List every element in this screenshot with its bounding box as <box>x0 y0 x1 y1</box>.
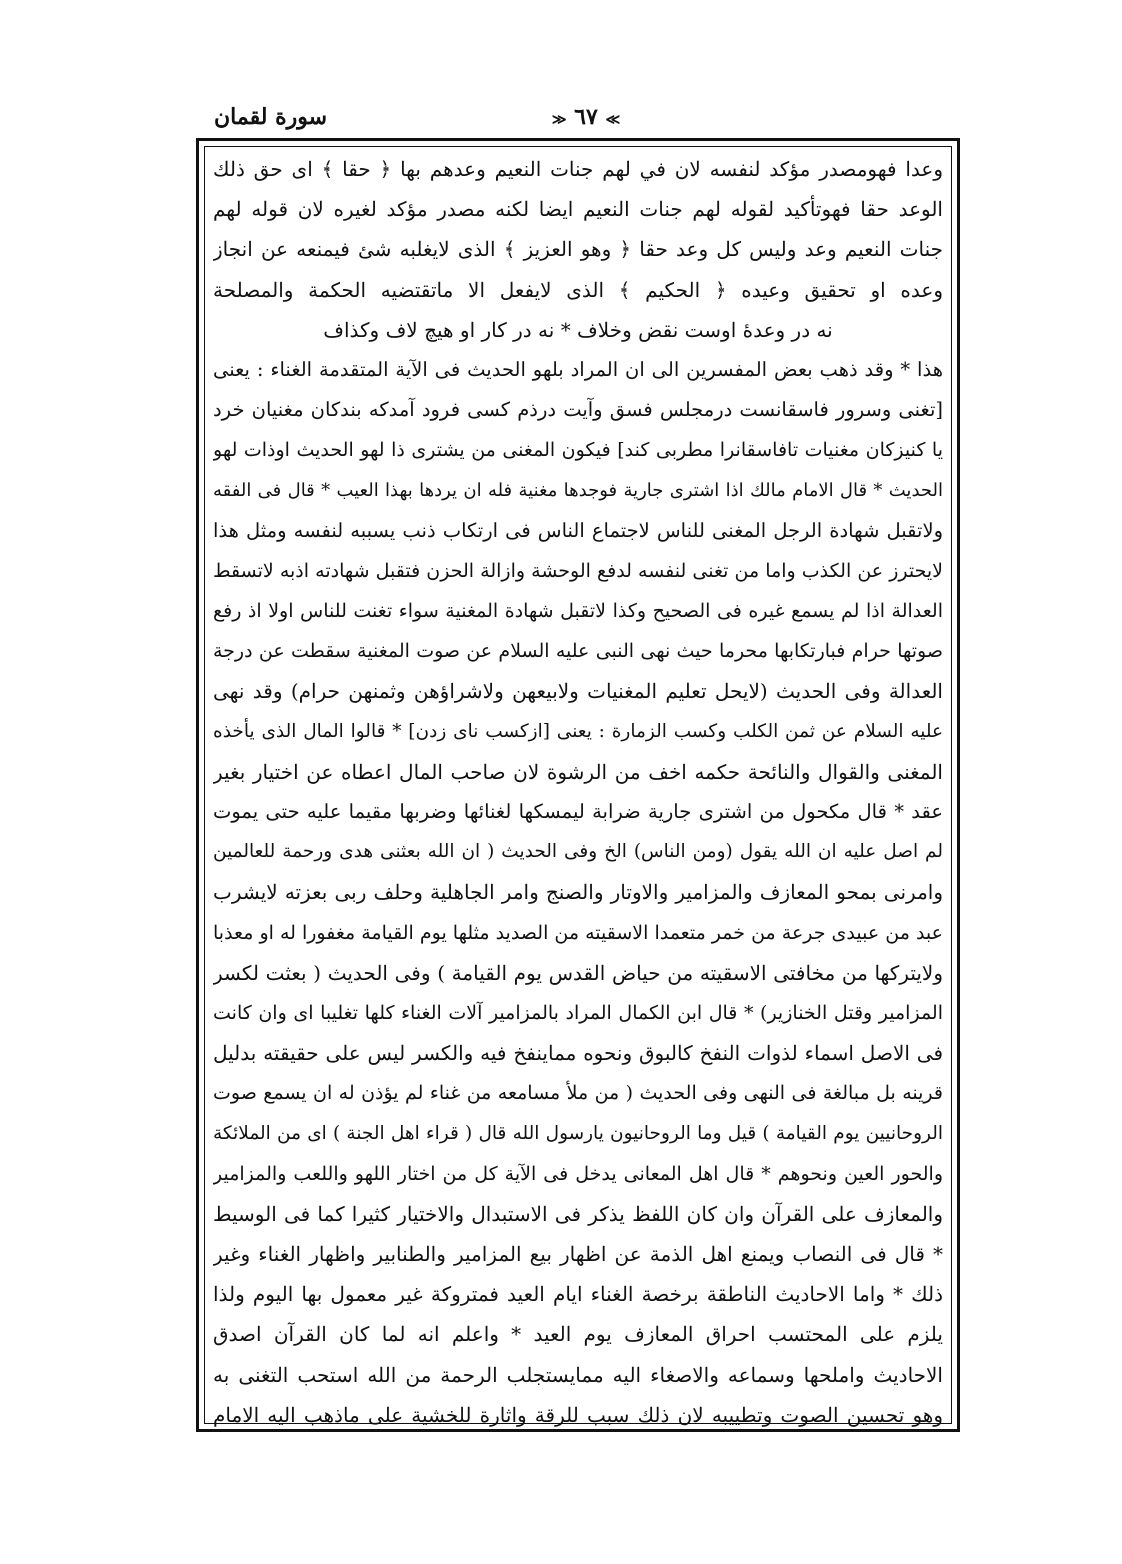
text-line: ولايتركها من مخافتى الاسقيته من حياض القدس يوم القيامة ) وفى الحديث ( بعثت لكسر <box>213 960 943 985</box>
text-line: المغنى والقوال والنائحة حكمه اخف من الرشوة لان صاحب المال اعطاه عن اختيار بغير <box>213 759 943 784</box>
page-number: ٦٧ <box>574 104 598 130</box>
text-line: هذا * وقد ذهب بعض المفسرين الى ان المراد بلهو الحديث فى الآية المتقدمة الغناء : يعنى <box>213 357 943 381</box>
text-line: يا كنيزكان مغنيات تافاسقانرا مطربى كند] فيكون المغنى من يشترى ذا لهو الحديث اوذات لهو <box>213 439 943 462</box>
text-line: وعدا فهومصدر مؤكد لنفسه لان في لهم جنات النعيم وعدهم بها ﴿ حقا ﴾ اى حق ذلك <box>213 157 943 181</box>
text-line: عبد من عبيدى جرعة من خمر متعمدا الاسقيته من الصديد مثلها يوم القيامة مغفورا له او معذبا <box>213 921 943 944</box>
left-ornament-icon: ≫ <box>551 112 567 128</box>
text-line: ولاتقبل شهادة الرجل المغنى للناس لاجتماع الناس فى ارتكاب ذنب يسببه لنفسه ومثل هذا <box>213 518 943 542</box>
text-line: وهو تحسين الصوت وتطييبه لان ذلك سبب للرقة واثارة للخشية على ماذهب اليه الامام <box>213 1402 943 1427</box>
text-line: وعده او تحقيق وعيده ﴿ الحكيم ﴾ الذى لايفعل الا ماتقتضيه الحكمة والمصلحة <box>213 277 943 302</box>
text-line: * قال فى النصاب ويمنع اهل الذمة عن اظهار بيع المزامير والطنابير واظهار الغناء وغير <box>213 1242 943 1267</box>
page-number-block <box>552 104 620 130</box>
text-line: العدالة اذا لم يسمع غيره فى الصحيح وكذا لاتقبل شهادة المغنية سواء تغنت للناس اولا اذ رفع <box>213 600 943 623</box>
text-line: عليه السلام عن ثمن الكلب وكسب الزمارة : يعنى [ازكسب ناى زدن] * قالوا المال الذى يأخذه <box>213 720 943 742</box>
text-line: الحديث * قال الامام مالك اذا اشترى جارية فوجدها مغنية فله ان يردها بهذا العيب * قال فى الفقه <box>213 479 943 501</box>
right-ornament-icon: ≪ <box>605 112 621 128</box>
text-line: فى الاصل اسماء لذوات النفخ كالبوق ونحوه مماينفخ فيه والكسر ليس على حقيقته بدليل <box>213 1041 943 1066</box>
text-line: جنات النعيم وعد وليس كل وعد حقا ﴿ وهو العزيز ﴾ الذى لايغلبه شئ فيمنعه عن انجاز <box>213 237 943 262</box>
page-frame <box>196 138 960 1432</box>
text-line: يلزم على المحتسب احراق المعازف يوم العيد * واعلم انه لما كان القرآن اصدق <box>213 1322 943 1347</box>
text-line: ذلك * واما الاحاديث الناطقة برخصة الغناء ايام العيد فمتروكة غير معمول بها اليوم ولذا <box>213 1282 943 1307</box>
text-line: الاحاديث واملحها وسماعه والاصغاء اليه ممايستجلب الرحمة من الله استحب التغنى به <box>213 1362 943 1387</box>
text-line: وامرنى بمحو المعازف والمزامير والاوتار والصنج وامر الجاهلية وحلف ربى بعزته لايشرب <box>213 880 943 905</box>
text-line: قرينه بل مبالغة فى النهى وفى الحديث ( من ملأ مسامعه من غناء لم يؤذن له ان يسمع صوت <box>213 1082 943 1105</box>
text-line: صوتها حرام فبارتكابها محرما حيث نهى النبى عليه السلام عن صوت المغنية سقطت عن درجة <box>213 640 943 663</box>
text-line: الوعد حقا فهوتأكيد لقوله لهم جنات النعيم ايضا لكنه مصدر مؤكد لغيره لان قوله لهم <box>213 197 943 222</box>
text-line: الروحانيين يوم القيامة ) قيل وما الروحانيون يارسول الله قال ( قراء اهل الجنة ) اى من الملائكة <box>213 1122 943 1144</box>
text-line: لم اصل عليه ان الله يقول (ومن الناس) الخ وفى الحديث ( ان الله بعثنى هدى ورحمة للعالمين <box>213 841 943 863</box>
text-line: العدالة وفى الحديث (لايحل تعليم المغنيات ولابيعهن ولاشراؤهن وثمنهن حرام) وقد نهى <box>213 679 943 704</box>
page-header <box>210 104 962 138</box>
text-line: عقد * قال مكحول من اشترى جارية ضرابة ليمسكها لغنائها وضربها مقيما عليه حتى يموت <box>213 800 943 823</box>
surah-title: سورة لقمان <box>214 104 328 130</box>
body-text <box>213 149 943 1427</box>
text-line: لايحترز عن الكذب واما من تغنى لنفسه لدفع الوحشة وازالة الحزن فتقبل شهادته اذبه لاتسقط <box>213 559 943 582</box>
text-line: المزامير وقتل الخنازير) * قال ابن الكمال المراد بالمزامير آلات الغناء كلها تغليبا اى وان كانت <box>213 1001 943 1024</box>
verse-line: نه در وعدهٔ اوست نقض وخلاف * نه در كار او هيچ لاف وكذاف <box>323 317 833 342</box>
text-line: [تغنى وسرور فاسقانست درمجلس فسق وآيت درذم كسى فرود آمدكه بندكان مغنيان خرد <box>213 398 943 422</box>
text-line: والمعازف على القرآن وان كان اللفظ يذكر فى الاستبدال والاختيار كثيرا كما فى الوسيط <box>213 1201 943 1226</box>
text-line: والحور العين ونحوهم * قال اهل المعانى يدخل فى الآية كل من اختار اللهو واللعب والمزامير <box>213 1162 943 1185</box>
